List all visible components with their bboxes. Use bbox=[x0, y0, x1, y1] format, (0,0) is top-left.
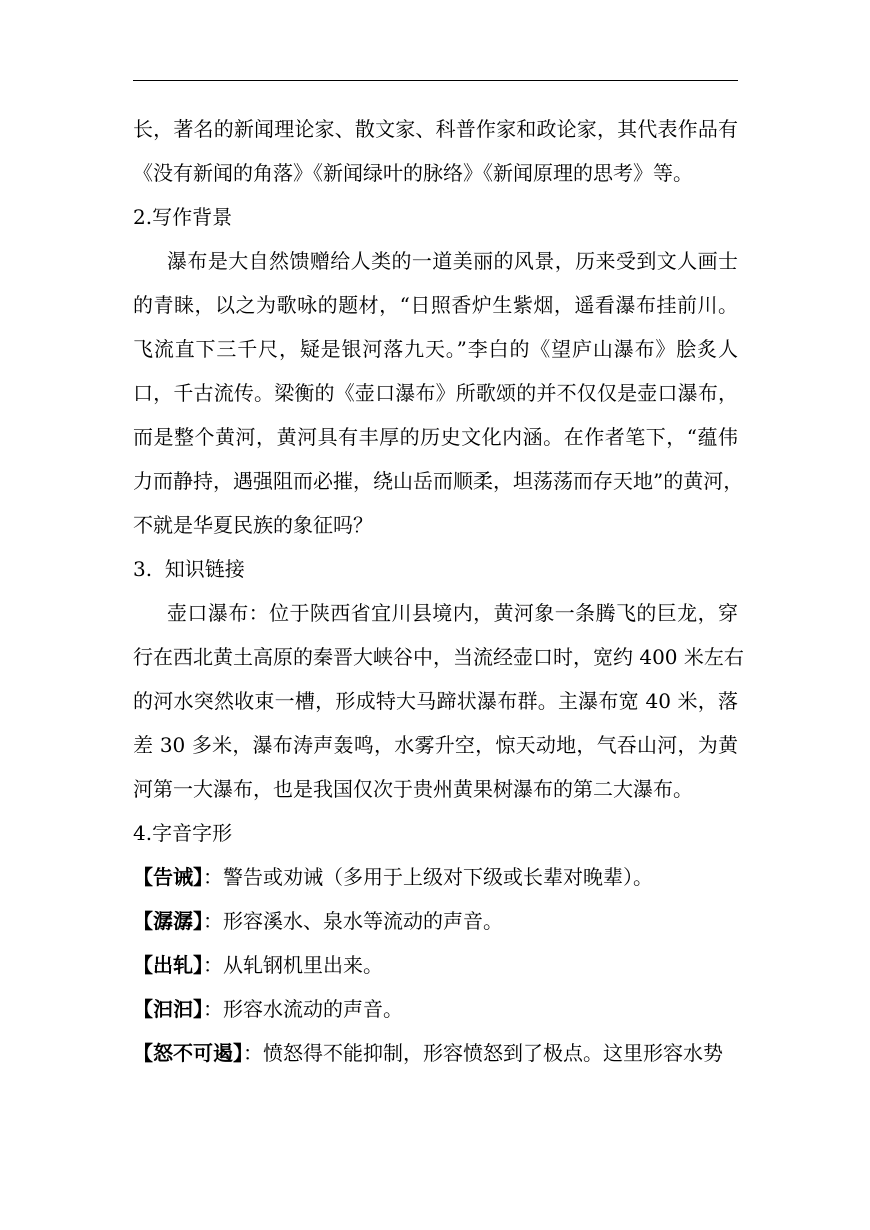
vocab-definition: ：形容溪水、泉水等流动的声音。 bbox=[203, 909, 503, 933]
body-line: 不就是华夏民族的象征吗？ bbox=[133, 513, 373, 537]
vocab-entry bbox=[133, 987, 738, 1031]
vocab-term: 【汩汩】 bbox=[133, 997, 203, 1021]
body-line: 的河水突然收束一槽，形成特大马蹄状瀑布群。主瀑布宽 40 米，落 bbox=[133, 689, 738, 713]
document-body bbox=[133, 107, 744, 1075]
section-heading-pronunciation: 4.字音字形 bbox=[133, 821, 233, 845]
vocab-entry bbox=[133, 1031, 738, 1075]
body-line: 《没有新闻的角落》《新闻绿叶的脉络》《新闻原理的思考》等。 bbox=[133, 161, 693, 185]
section-heading-writing-background: 2.写作背景 bbox=[133, 205, 233, 229]
body-line: 口，千古流传。梁衡的《壶口瀑布》所歌颂的并不仅仅是壶口瀑布， bbox=[133, 381, 738, 405]
body-line: 行在西北黄土高原的秦晋大峡谷中，当流经壶口时，宽约 400 米左右 bbox=[133, 645, 744, 669]
body-line: 壶口瀑布：位于陕西省宜川县境内，黄河象一条腾飞的巨龙，穿 bbox=[167, 601, 738, 625]
vocab-definition: ：愤怒得不能抑制，形容愤怒到了极点。这里形容水势 bbox=[243, 1041, 723, 1065]
body-line: 长，著名的新闻理论家、散文家、科普作家和政论家，其代表作品有 bbox=[133, 117, 738, 141]
vocab-entry bbox=[133, 943, 738, 987]
vocab-entry bbox=[133, 855, 738, 899]
header-rule bbox=[133, 80, 738, 81]
body-line: 瀑布是大自然馈赠给人类的一道美丽的风景，历来受到文人画士 bbox=[167, 249, 738, 273]
vocab-term: 【怒不可遏】 bbox=[133, 1041, 243, 1065]
vocab-entry bbox=[133, 899, 738, 943]
vocab-definition: ：形容水流动的声音。 bbox=[203, 997, 403, 1021]
vocab-term: 【告诫】 bbox=[133, 865, 203, 889]
body-line: 而是整个黄河，黄河具有丰厚的历史文化内涵。在作者笔下，“蕴伟 bbox=[133, 425, 738, 449]
vocab-term: 【潺潺】 bbox=[133, 909, 203, 933]
body-line: 飞流直下三千尺，疑是银河落九天。”李白的《望庐山瀑布》脍炙人 bbox=[133, 337, 738, 361]
body-line: 的青睐，以之为歌咏的题材，“日照香炉生紫烟，遥看瀑布挂前川。 bbox=[133, 293, 738, 317]
body-line: 差 30 多米，瀑布涛声轰鸣，水雾升空，惊天动地，气吞山河，为黄 bbox=[133, 733, 738, 757]
vocab-definition: ：警告或劝诫（多用于上级对下级或长辈对晚辈）。 bbox=[203, 865, 653, 889]
vocab-term: 【出轧】 bbox=[133, 953, 203, 977]
body-line: 河第一大瀑布，也是我国仅次于贵州黄果树瀑布的第二大瀑布。 bbox=[133, 777, 693, 801]
section-heading-knowledge-link: 3. 知识链接 bbox=[133, 557, 245, 581]
body-line: 力而静持，遇强阻而必摧，绕山岳而顺柔，坦荡荡而存天地”的黄河， bbox=[133, 469, 744, 493]
vocab-definition: ：从轧钢机里出来。 bbox=[203, 953, 383, 977]
